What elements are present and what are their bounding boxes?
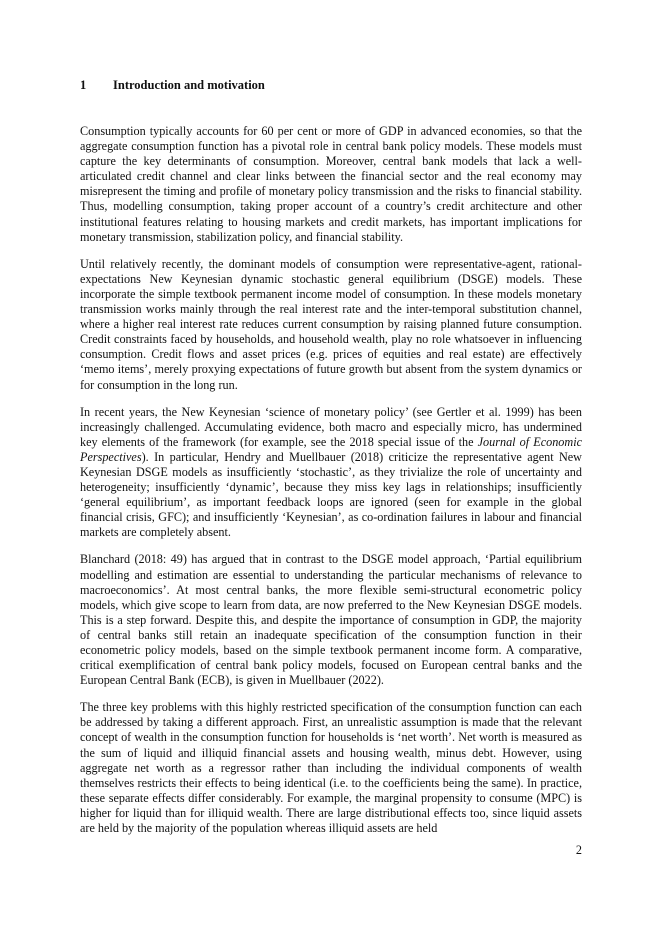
paragraph-3 [80, 405, 582, 541]
page-number: 2 [575, 843, 582, 857]
paragraph-5: The three key problems with this highly restricted specification of the consumption function can each be addressed by taking a different approach. First, an unrealistic assumption is made that the relevant concept of wealth in the consumption function for households is ‘net worth’. Net worth is measured as the sum of liquid and illiquid financial assets and housing wealth, minus debt. However, using aggregate net worth as a regressor rather than including the individual components of wealth themselves restricts their effects to being identical (i.e. to the coefficients being the same). In practice, these separate effects differ considerably. For example, the marginal propensity to consume (MPC) is higher for liquid than for illiquid wealth. There are large distributional effects too, since liquid assets are held by the majority of the population whereas illiquid assets are held [80, 700, 582, 836]
paragraph-4: Blanchard (2018: 49) has argued that in contrast to the DSGE model approach, ‘Partial equilibrium modelling and estimation are essential to understanding the particular mechanisms of relevance to macroeconomics’. At most central banks, the more flexible semi-structural econometric policy models, which give scope to learn from data, are now preferred to the New Keynesian DSGE models. This is a step forward. Despite this, and despite the importance of consumption in GDP, the majority of central banks still retain an inadequate specification of the consumption function in their econometric policy models, based on the simple textbook permanent income form. A comparative, critical exemplification of central bank policy models, focused on European central banks and the European Central Bank (ECB), is given in Muellbauer (2022). [80, 552, 582, 688]
paragraph-3-text-after: ). In particular, Hendry and Muellbauer (2018) criticize the representative agent New Keynesian DSGE models as insufficiently ‘stochastic’, as they trivialize the role of uncertainty and heterogeneity; insufficiently ‘dynamic’, because they miss key lags in relationships; insufficiently ‘general equilibrium’, as important feedback loops are ignored (seen for example in the global financial crisis, GFC); and insufficiently ‘Keynesian’, as co-ordination failures in labour and financial markets are completely absent. [80, 449, 582, 540]
section-number: 1 [80, 78, 87, 92]
section-title: Introduction and motivation [113, 78, 265, 92]
paragraph-3-text-before: In recent years, the New Keynesian ‘science of monetary policy’ (see Gertler et al. 1999) has been increasingly challenged. Accumulating evidence, both macro and especially micro, has undermined key elements of the framework (for example, see the 2018 special issue of the [80, 404, 582, 449]
section-heading [80, 76, 582, 94]
journal-title: Journal of Economic Perspectives [80, 434, 582, 464]
paragraph-1: Consumption typically accounts for 60 per cent or more of GDP in advanced economies, so that the aggregate consumption function has a pivotal role in central bank policy models. These models must capture the key determinants of consumption. Moreover, central bank models that lack a well-articulated credit channel and clear links between the financial sector and the real economy may misrepresent the timing and profile of monetary policy transmission and the risks to financial stability. Thus, modelling consumption, taking proper account of a country’s credit architecture and other institutional features relating to housing markets and credit markets, has important implications for monetary transmission, stabilization policy, and financial stability. [80, 124, 582, 244]
paragraph-2: Until relatively recently, the dominant models of consumption were representative-agent, rational-expectations New Keynesian dynamic stochastic general equilibrium (DSGE) models. These incorporate the simple textbook permanent income model of consumption. In these models monetary transmission works mainly through the real interest rate and the inter-temporal substitution channel, where a higher real interest rate reduces current consumption by raising planned future consumption. Credit constraints faced by households, and household wealth, play no role whatsoever in influencing consumption. Credit flows and asset prices (e.g. prices of equities and real estate) are effectively ‘memo items’, merely proxying expectations of future growth but absent from the system dynamics or for consumption in the long run. [80, 256, 582, 392]
page-body [80, 76, 582, 848]
